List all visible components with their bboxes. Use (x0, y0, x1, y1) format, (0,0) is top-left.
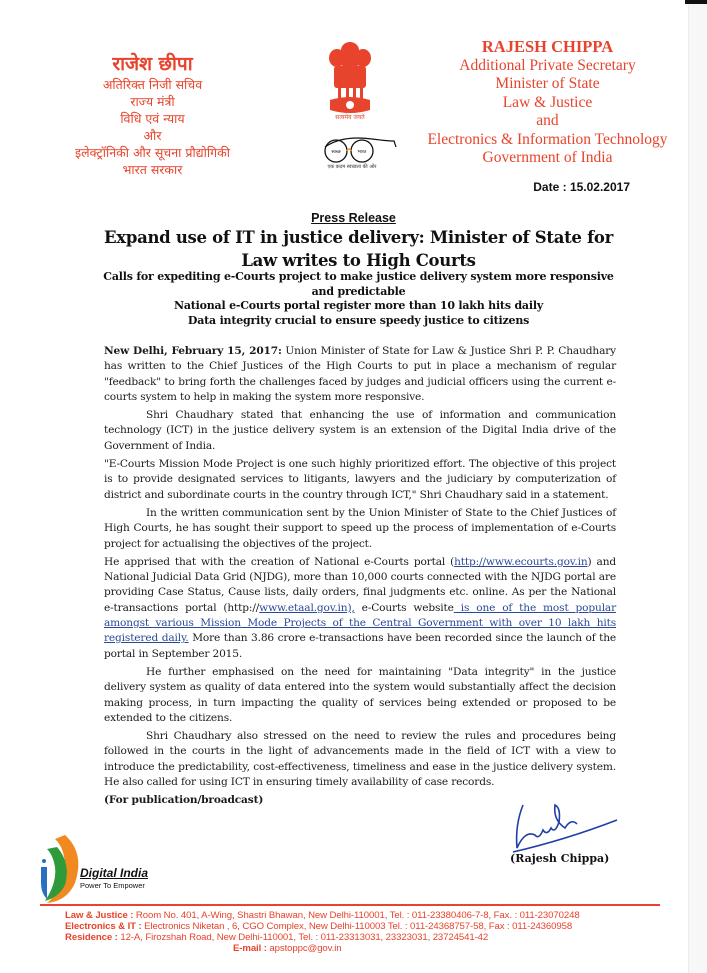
press-release-label: Press Release (311, 211, 396, 225)
paragraph-5 (104, 555, 616, 662)
page-edge (688, 0, 707, 973)
english-line: and (536, 112, 559, 129)
paragraph-2: Shri Chaudhary stated that enhancing the use of information and communication technology (ICT) in the justice delivery system is an extension of the Digital India drive of the Government of India. (104, 409, 616, 452)
footer-residence (65, 932, 665, 943)
paragraph-3: "E-Courts Mission Mode Project is one such highly prioritized effort. The objective of this project is to provide designated services to litigants, lawyers and the judiciary by computerization of district and subordinate courts in the country through ICT," Shri Chaudhary said in a statement. (104, 458, 616, 501)
paragraph-7: Shri Chaudhary also stressed on the need to review the rules and procedures being followed in the courts in the light of advancements made in the field of ICT with a view to introduce the predictability, cost-effectiveness, timeliness and ease in the justice delivery system. He also called for using ICT in ensuring timely availability of case records. (104, 730, 616, 789)
hindi-line: विधि एवं न्याय (120, 111, 185, 126)
subheading: Calls for expediting e-Courts project to make justice delivery system more responsive and predictable (103, 270, 614, 298)
hindi-line: और (143, 128, 162, 143)
hindi-line: भारत सरकार (122, 162, 183, 177)
hindi-line: इलेक्ट्रॉनिकी और सूचना प्रौद्योगिकी (75, 145, 230, 160)
digital-india-title: Digital India (80, 866, 149, 880)
letterhead-english (425, 38, 670, 168)
document-date: Date : 15.02.2017 (533, 180, 630, 194)
svg-text:स्वच्छ: स्वच्छ (331, 150, 341, 155)
digital-india-tagline: Power To Empower (80, 881, 145, 890)
footer-label: E-mail : (233, 943, 267, 954)
page-edge-shadow (685, 0, 707, 4)
hindi-line: राज्य मंत्री (130, 94, 175, 109)
paragraph-6: He further emphasised on the need for maintaining "Data integrity" in the justice delivery system as quality of data entered into the system would substantially affect the decision making process, in turn impacting the quality of services being extended or proposed to be extended to the citizens. (104, 665, 616, 724)
paragraph-text: Union Minister of State for Law & Justice Shri P. P. Chaudhary has written to the Chief Justices of the High Courts to put in place a mechanism of regular "feedback" to bring forth the challenges faced by judges and judicial officers using the current e-courts system to help in making the system more responsive. (104, 345, 616, 403)
english-line: Electronics & Information Technology (427, 130, 668, 148)
english-name: RAJESH CHIPPA (481, 37, 614, 56)
svg-text:भारत: भारत (357, 150, 367, 155)
footer-email (65, 943, 665, 954)
for-publication-note: (For publication/broadcast) (104, 794, 264, 807)
subheading: National e-Courts portal register more than 10 lakh hits daily (173, 299, 544, 313)
paragraph-text: More than 3.86 crore e-transactions have been recorded since the launch of the portal in September 2015. (104, 632, 616, 660)
press-release-body (104, 344, 616, 812)
english-line: Government of India (482, 149, 613, 166)
footer-addresses (65, 910, 665, 954)
hyperlinked-text[interactable]: is one of the most popular amongst various Mission Mode Projects of the Central Government with over 10 lakh hits registered daily. (104, 601, 617, 645)
footer-label: Electronics & IT : (65, 921, 142, 932)
footer-text: Room No. 401, A-Wing, Shastri Bhawan, New Delhi-110001, Tel. : 011-23380406-7-8, Fax. : 011-23070248 (133, 910, 580, 921)
signatory-name: (Rajesh Chippa) (510, 852, 610, 865)
hindi-line: अतिरिक्त निजी सचिव (102, 77, 203, 92)
footer-divider (40, 904, 660, 906)
email-address[interactable]: apstoppc@gov.in (266, 943, 342, 954)
footer-label: Law & Justice : (65, 910, 134, 921)
paragraph-text: e-Courts website (354, 601, 454, 614)
letterhead-hindi (40, 52, 265, 178)
paragraph-text: ) and National Judicial Data Grid (NJDG), more than 10,000 courts connected with the NJDG portal are providing Case Status, Cause lists, daily orders, final judgments etc. online. As per the National e-transactions portal (http:// (104, 555, 616, 614)
national-emblem-icon (320, 38, 380, 118)
footer-text: Electronics Niketan , 6, CGO Complex, New Delhi-110003 Tel. : 011-24368757-58, Fax : 011-24360958 (141, 921, 573, 932)
footer-label: Residence : (65, 932, 118, 943)
footer-electronics-it (65, 921, 665, 932)
emblem-motto: सत्यमेव जयते (335, 114, 365, 121)
paragraph-4: In the written communication sent by the Union Minister of State to the Chief Justices of High Courts, he has sought their support to speed up the process of implementation of e-Courts project for actualising the objectives of the project. (104, 506, 616, 550)
subheading: Data integrity crucial to ensure speedy justice to citizens (187, 313, 530, 327)
dateline: New Delhi, February 15, 2017: (104, 345, 282, 357)
english-line: Minister of State (495, 75, 600, 92)
ecourts-link[interactable]: http://www.ecourts.gov.in (454, 555, 588, 568)
paragraph-1 (104, 344, 616, 405)
digital-india-logo-icon (35, 833, 85, 905)
footer-law-justice (65, 910, 665, 921)
swachh-bharat-glasses-icon (322, 135, 402, 177)
signature-icon (505, 800, 620, 855)
footer-text: 12-A, Firozshah Road, New Delhi-110001, Tel. : 011-23313031, 23323031, 23724541-42 (117, 932, 489, 943)
english-line: Additional Private Secretary (459, 56, 636, 74)
paragraph-text: He apprised that with the creation of National e-Courts portal ( (104, 555, 455, 568)
swachh-caption: एक कदम स्वच्छता की ओर (327, 164, 377, 170)
etaal-link[interactable]: www.etaal.gov.in), (259, 601, 355, 614)
subheadings (95, 270, 622, 328)
headline: Expand use of IT in justice delivery: Minister of State for Law writes to High Courts (104, 228, 613, 270)
english-line: Law & Justice (502, 93, 593, 111)
hindi-name: राजेश छीपा (112, 53, 193, 75)
